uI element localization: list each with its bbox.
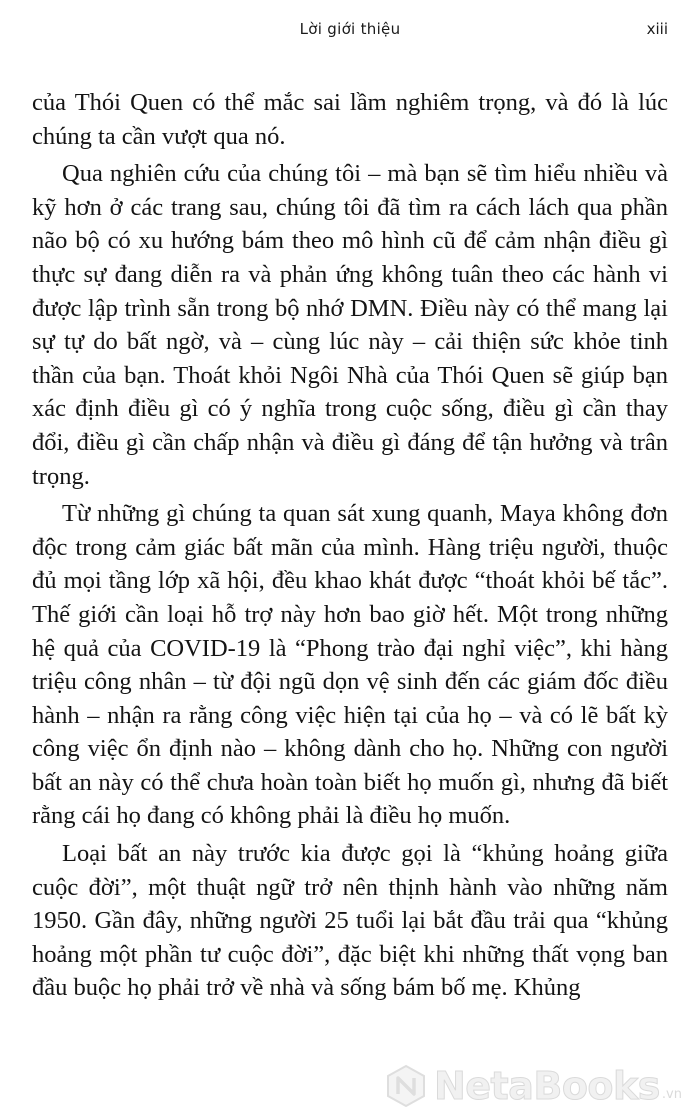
running-header <box>0 20 700 44</box>
running-title: Lời giới thiệu <box>299 20 401 38</box>
paragraph-continued: của Thói Quen có thể mắc sai lầm nghiêm trọng, và đó là lúc chúng ta cần vượt qua nó. <box>32 89 668 150</box>
paragraph: Qua nghiên cứu của chúng tôi – mà bạn sẽ tìm hiểu nhiều và kỹ hơn ở các trang sau, chúng tôi đã tìm ra cách lách qua phần não bộ có xu hướng bám theo mô hình cũ để cảm nhận điều gì thực sự đang diễn ra và phản ứng không tuân theo các hành vi được lập trình sẵn trong bộ nhớ DMN. Điều này có thể mang lại sự tự do bất ngờ, và – cùng lúc này – cải thiện sức khỏe tinh thần của bạn. Thoát khỏi Ngôi Nhà của Thói Quen sẽ giúp bạn xác định điều gì có ý nghĩa trong cuộc sống, điều gì cần thay đổi, điều gì cần chấp nhận và điều gì đáng để tận hưởng và trân trọng. <box>32 160 668 490</box>
netabooks-logo-icon <box>384 1064 428 1108</box>
watermark <box>384 1060 682 1112</box>
watermark-suffix: .vn <box>661 1087 682 1102</box>
watermark-brand: NetaBooks <box>433 1064 660 1108</box>
page-number: xiii <box>646 20 668 38</box>
body-text <box>32 86 668 1009</box>
paragraph: Từ những gì chúng ta quan sát xung quanh, Maya không đơn độc trong cảm giác bất mãn của mình. Hàng triệu người, thuộc đủ mọi tầng lớp xã hội, đều khao khát được “thoát khỏi bế tắc”. Thế giới cần loại hỗ trợ này hơn bao giờ hết. Một trong những hệ quả của COVID-19 là “Phong trào đại nghỉ việc”, khi hàng triệu công nhân – từ đội ngũ dọn vệ sinh đến các giám đốc điều hành – nhận ra rằng công việc hiện tại của họ – và có lẽ bất kỳ công việc ổn định nào – không dành cho họ. Những con người bất an này có thể chưa hoàn toàn biết họ muốn gì, nhưng đã biết rằng cái họ đang có không phải là điều họ muốn. <box>32 500 668 830</box>
paragraph: Loại bất an này trước kia được gọi là “khủng hoảng giữa cuộc đời”, một thuật ngữ trở nên thịnh hành vào những năm 1950. Gần đây, những người 25 tuổi lại bắt đầu trải qua “khủng hoảng một phần tư cuộc đời”, đặc biệt khi những thất vọng ban đầu buộc họ phải trở về nhà và sống bám bố mẹ. Khủng <box>32 840 668 1002</box>
